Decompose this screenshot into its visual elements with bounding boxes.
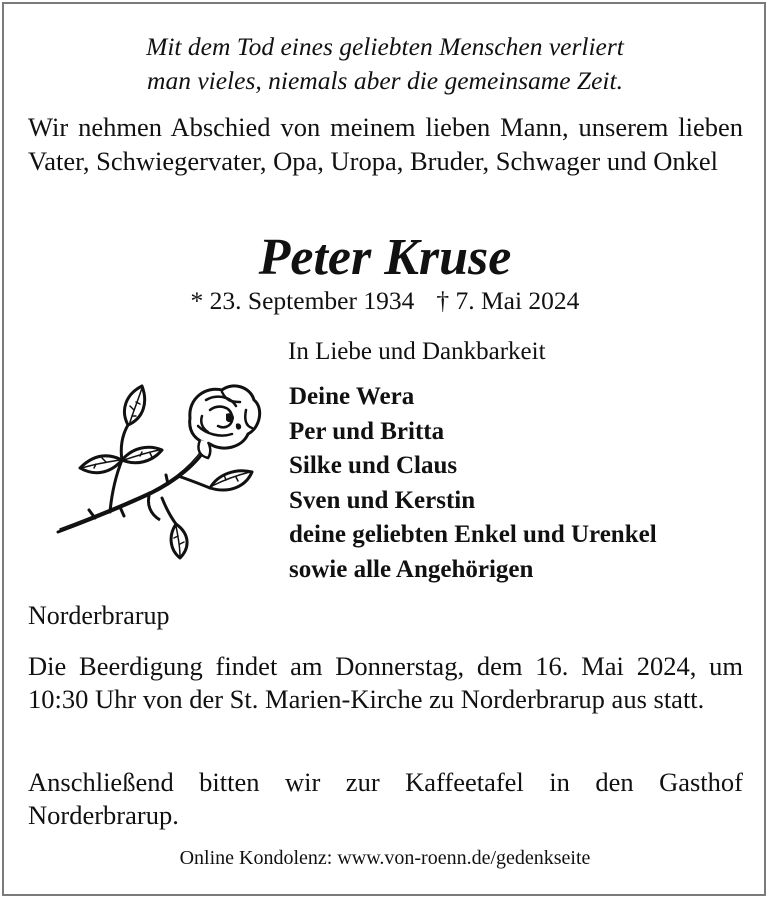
mourner-name: Deine Wera [289,383,415,410]
death-date: † 7. Mai 2024 [436,286,580,315]
place-name: Norderbrarup [28,601,170,630]
motto-line-1: Mit dem Tod eines geliebten Menschen verliert [146,32,624,61]
rose-icon [50,380,275,560]
mourner-name: Sven und Kerstin [289,486,476,514]
love-line: In Liebe und Dankbarkeit [288,338,546,365]
motto-quote [0,30,770,98]
burial-notice: Die Beerdigung findet am Donnerstag, dem 16. Mai 2024, um 10:30 Uhr von der St. Marien-Kirche zu Norderbrarup aus statt. [28,651,743,714]
motto-line-2: man vieles, niemals aber die gemeinsame Zeit. [147,66,623,95]
life-dates [0,285,770,317]
online-condolence: Online Kondolenz: www.von-roenn.de/gedenkseite [179,847,591,869]
deceased-name: Peter Kruse [258,229,512,286]
mourner-name: Silke und Claus [289,452,458,479]
mourner-name: Per und Britta [289,417,445,445]
mourner-name: deine geliebten Enkel und Urenkel [289,521,657,548]
birth-date: * 23. September 1934 [190,286,415,315]
intro-text: Wir nehmen Abschied von meinem lieben Mann, unserem lieben Vater, Schwiegervater, Opa, Uropa, Bruder, Schwager und Onkel [28,112,743,176]
mourner-name: sowie alle Angehörigen [289,555,534,583]
mourners-list [289,380,657,587]
reception-notice: Anschließend bitten wir zur Kaffeetafel in den Gasthof Norderbrarup. [28,767,743,830]
